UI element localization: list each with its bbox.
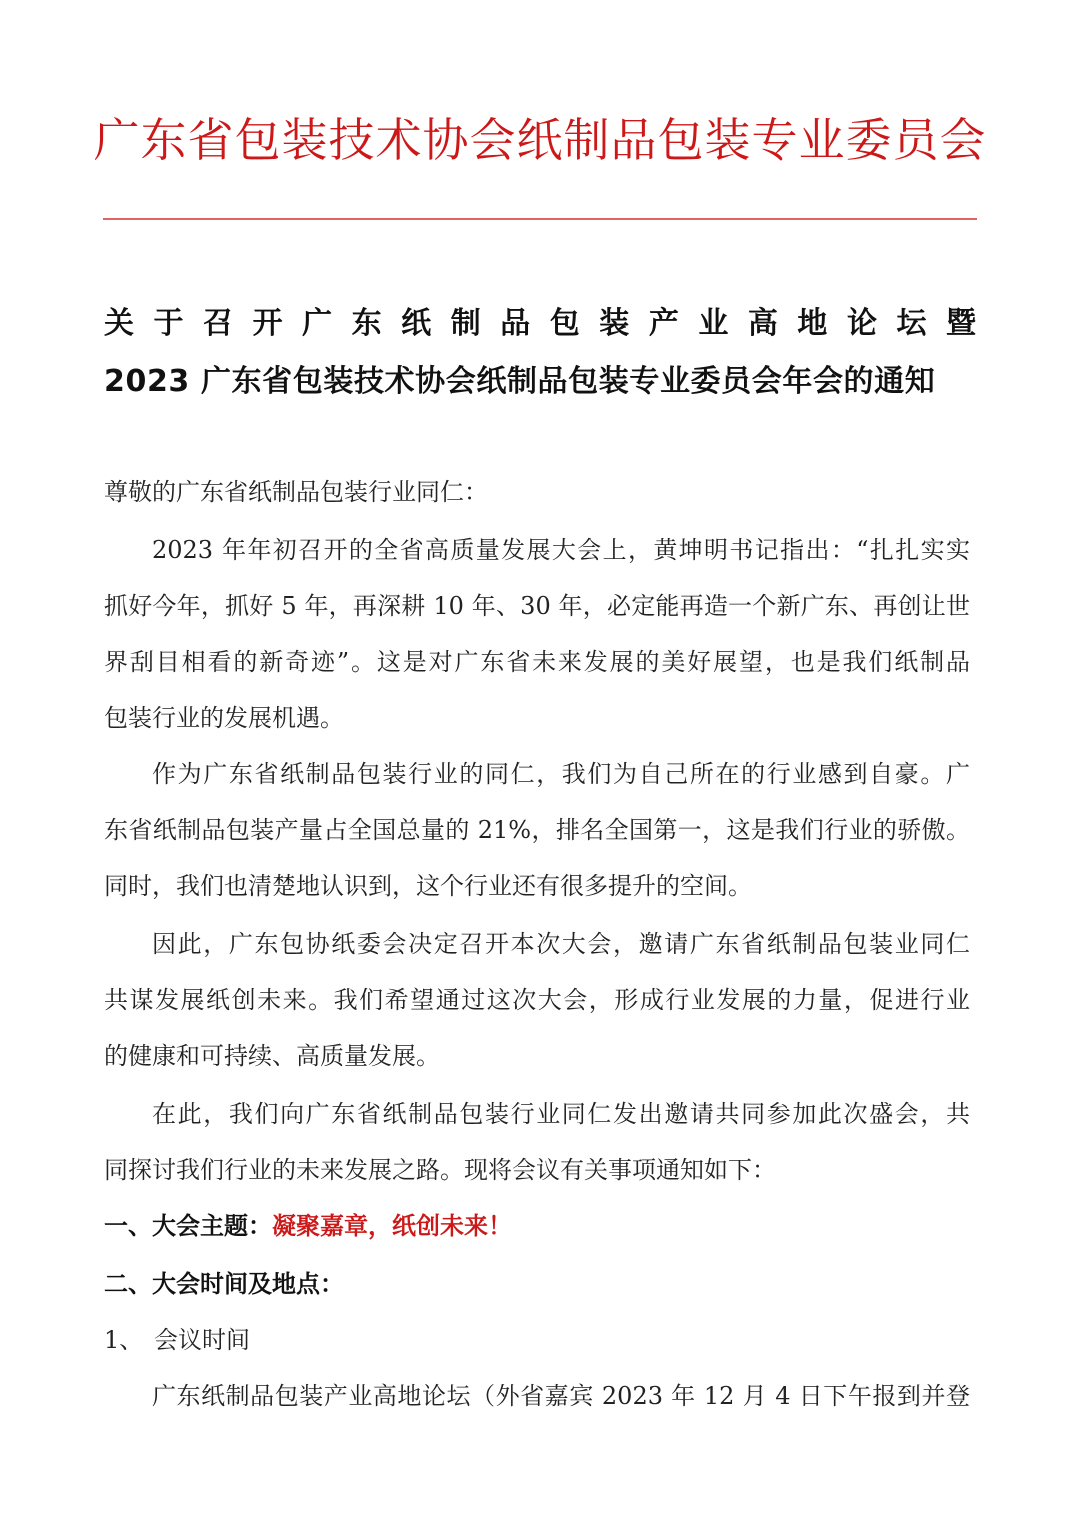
salutation: 尊敬的广东省纸制品包装行业同仁： [104,478,488,506]
paragraph-2-line-3: 同时，我们也清楚地认识到，这个行业还有很多提升的空间。 [104,872,752,900]
paragraph-1-line-1: 2023 年年初召开的全省高质量发展大会上，黄坤明书记指出：“扎扎实实 [152,536,970,564]
meeting-theme: 凝聚嘉章，纸创未来！ [272,1211,512,1240]
paragraph-2-line-1: 作为广东省纸制品包装行业的同仁，我们为自己所在的行业感到自豪。广 [152,760,970,788]
notice-title-line-1: 关于召开广东纸制品包装产业高地论坛暨 [104,306,976,341]
paragraph-3-line-2: 共谋发展纸创未来。我们希望通过这次大会，形成行业发展的力量，促进行业 [104,986,970,1014]
item-1-text: 广东纸制品包装产业高地论坛（外省嘉宾 2023 年 12 月 4 日下午报到并登 [152,1382,970,1410]
paragraph-2-line-2: 东省纸制品包装产量占全国总量的 21%，排名全国第一，这是我们行业的骄傲。 [104,816,970,844]
letterhead-org-name: 广东省包装技术协会纸制品包装专业委员会 [93,113,987,167]
section-1-label: 一、大会主题： [104,1212,272,1240]
paragraph-1-line-4: 包装行业的发展机遇。 [104,704,344,732]
paragraph-4-line-1: 在此，我们向广东省纸制品包装行业同仁发出邀请共同参加此次盛会，共 [152,1100,970,1128]
letterhead-divider [103,218,977,220]
paragraph-3-line-1: 因此，广东包协纸委会决定召开本次大会，邀请广东省纸制品包装业同仁 [152,930,970,958]
item-1-label: 会议时间 [154,1326,250,1354]
section-1-heading [104,1198,512,1254]
paragraph-1-line-3: 界刮目相看的新奇迹”。这是对广东省未来发展的美好展望，也是我们纸制品 [104,648,970,676]
paragraph-4-line-2: 同探讨我们行业的未来发展之路。现将会议有关事项通知如下： [104,1156,776,1184]
item-1-number: 1、 [104,1326,144,1354]
paragraph-3-line-3: 的健康和可持续、高质量发展。 [104,1042,440,1070]
notice-title-line-2: 2023 广东省包装技术协会纸制品包装专业委员会年会的通知 [104,364,936,399]
paragraph-1-line-2: 抓好今年，抓好 5 年，再深耕 10 年、30 年，必定能再造一个新广东、再创让世 [104,592,970,620]
section-2-heading: 二、大会时间及地点： [104,1270,344,1298]
